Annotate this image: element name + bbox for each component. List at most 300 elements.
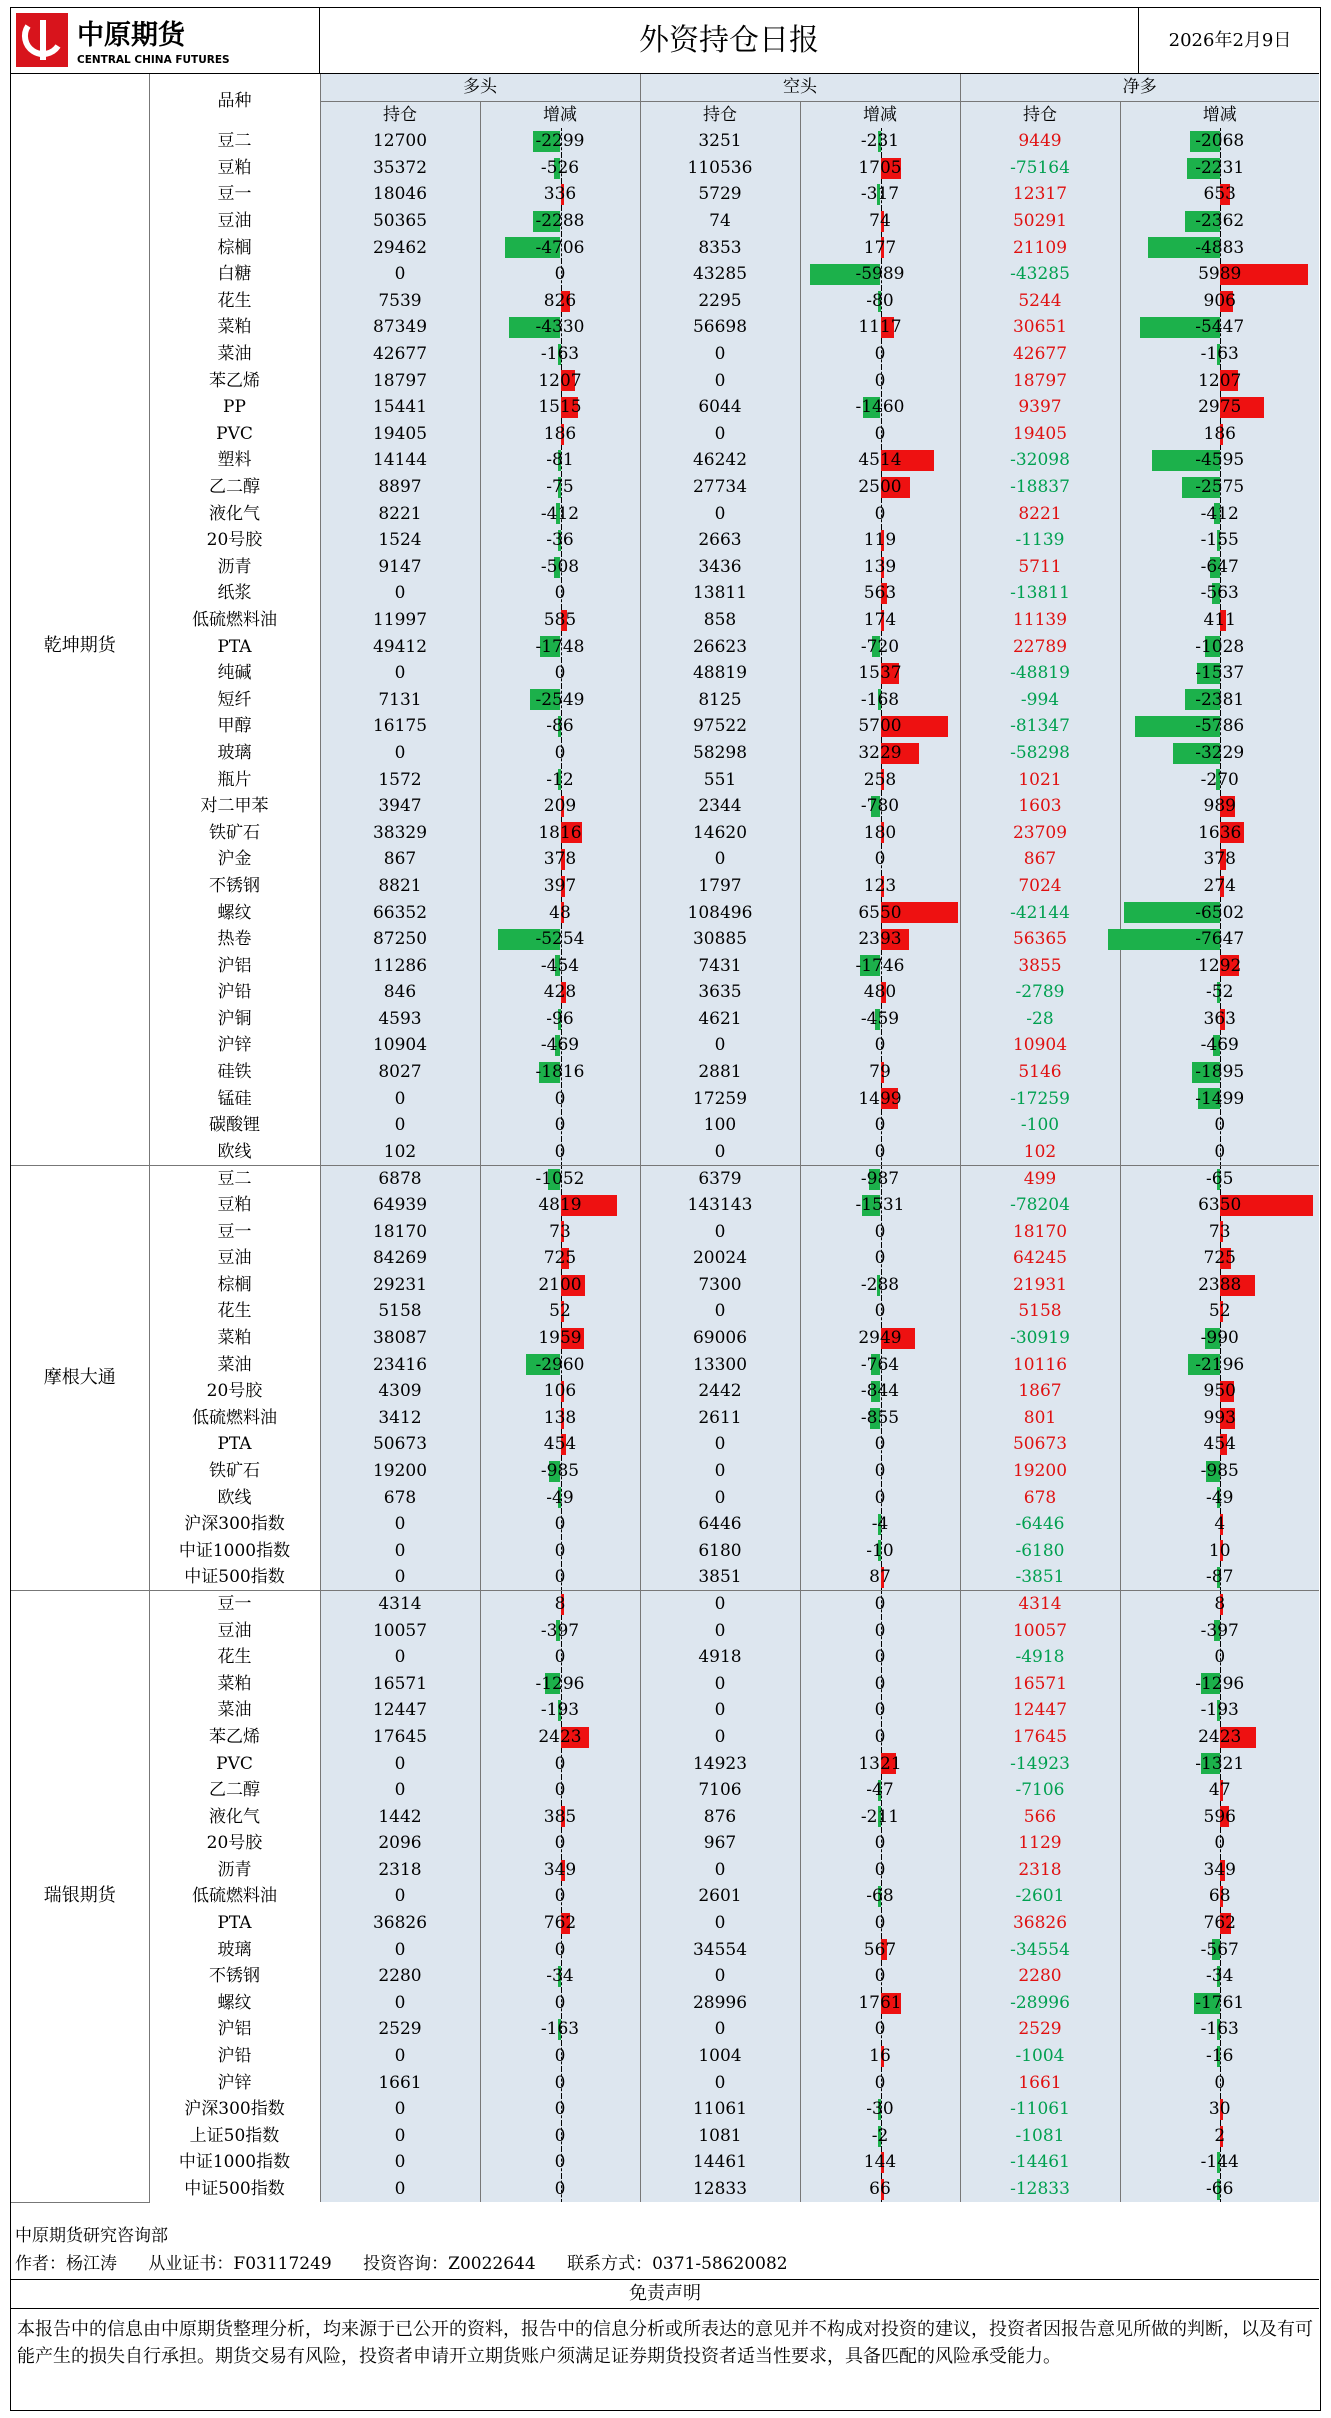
short-change-cell xyxy=(800,2096,960,2123)
net-hold-cell: -75164 xyxy=(960,155,1120,182)
variety-name: 菜粕 xyxy=(149,1670,320,1697)
short-change-cell xyxy=(800,766,960,793)
change-value: 2949 xyxy=(858,1328,902,1349)
long-change-cell xyxy=(480,367,640,394)
variety-name: 硅铁 xyxy=(149,1059,320,1086)
change-value: -193 xyxy=(540,1700,580,1721)
long-change-cell xyxy=(480,288,640,315)
short-change-cell xyxy=(800,979,960,1006)
short-hold-cell: 30885 xyxy=(640,926,800,953)
net-change-cell xyxy=(1120,660,1319,687)
short-hold-cell: 1004 xyxy=(640,2043,800,2070)
table-row xyxy=(11,766,1319,793)
long-hold-cell: 2318 xyxy=(320,1857,480,1884)
change-value: 138 xyxy=(543,1407,577,1428)
change-value: -16 xyxy=(1206,2046,1234,2067)
change-value: 177 xyxy=(863,237,897,258)
long-change-cell xyxy=(480,527,640,554)
net-change-cell xyxy=(1120,1218,1319,1245)
table-row xyxy=(11,633,1319,660)
long-change-cell xyxy=(480,1192,640,1219)
net-change-cell xyxy=(1120,394,1319,421)
net-change-cell xyxy=(1120,1245,1319,1272)
table-row xyxy=(11,1112,1319,1139)
short-hold-cell: 0 xyxy=(640,1670,800,1697)
short-hold-cell: 551 xyxy=(640,766,800,793)
long-change-header: 增减 xyxy=(480,101,640,128)
change-value: 0 xyxy=(554,2179,566,2200)
long-change-cell xyxy=(480,766,640,793)
net-hold-cell: 3855 xyxy=(960,952,1120,979)
net-change-cell xyxy=(1120,447,1319,474)
variety-name: 沪铜 xyxy=(149,1006,320,1033)
table-row xyxy=(11,1218,1319,1245)
change-value: -469 xyxy=(540,1035,580,1056)
net-change-cell xyxy=(1120,421,1319,448)
short-hold-cell: 0 xyxy=(640,421,800,448)
short-hold-cell: 0 xyxy=(640,1298,800,1325)
long-change-cell xyxy=(480,447,640,474)
net-change-cell xyxy=(1120,740,1319,767)
net-hold-cell: -28996 xyxy=(960,1990,1120,2017)
change-value: 0 xyxy=(554,1992,566,2013)
short-hold-cell: 0 xyxy=(640,1617,800,1644)
table-row xyxy=(11,979,1319,1006)
net-hold-cell: 11139 xyxy=(960,607,1120,634)
table-row xyxy=(11,580,1319,607)
table-row xyxy=(11,1803,1319,1830)
variety-name: 菜油 xyxy=(149,341,320,368)
variety-name: 豆油 xyxy=(149,1245,320,1272)
short-change-cell xyxy=(800,314,960,341)
long-hold-cell: 3412 xyxy=(320,1405,480,1432)
change-value: 2388 xyxy=(1198,1274,1242,1295)
long-change-cell xyxy=(480,1218,640,1245)
long-hold-cell: 0 xyxy=(320,1777,480,1804)
long-change-cell xyxy=(480,1059,640,1086)
net-hold-cell: -14461 xyxy=(960,2149,1120,2176)
change-value: 0 xyxy=(874,1035,886,1056)
variety-name: 中证1000指数 xyxy=(149,1537,320,1564)
net-hold-cell: -34554 xyxy=(960,1936,1120,1963)
variety-name: 液化气 xyxy=(149,1803,320,1830)
long-change-cell xyxy=(480,1298,640,1325)
change-value: -4 xyxy=(871,1514,889,1535)
short-hold-cell: 0 xyxy=(640,1910,800,1937)
net-hold-cell: 1129 xyxy=(960,1830,1120,1857)
change-value: 0 xyxy=(874,1833,886,1854)
change-value: -163 xyxy=(540,344,580,365)
table-row xyxy=(11,421,1319,448)
variety-name: 不锈钢 xyxy=(149,1963,320,1990)
change-value: 0 xyxy=(874,1647,886,1668)
net-change-cell xyxy=(1120,2176,1319,2203)
change-value: 0 xyxy=(554,1647,566,1668)
table-row xyxy=(11,1537,1319,1564)
change-value: 0 xyxy=(554,2072,566,2093)
variety-name: 菜油 xyxy=(149,1351,320,1378)
change-value: -86 xyxy=(546,716,574,737)
variety-name: 花生 xyxy=(149,1644,320,1671)
short-hold-cell: 13811 xyxy=(640,580,800,607)
short-change-cell xyxy=(800,2069,960,2096)
net-hold-cell: -2789 xyxy=(960,979,1120,1006)
variety-name: 低硫燃料油 xyxy=(149,1405,320,1432)
change-value: 762 xyxy=(543,1913,577,1934)
change-value: -508 xyxy=(540,556,580,577)
short-change-cell xyxy=(800,1165,960,1192)
change-value: -855 xyxy=(860,1407,900,1428)
table-row xyxy=(11,1697,1319,1724)
change-value: 0 xyxy=(554,583,566,604)
long-hold-cell: 0 xyxy=(320,1990,480,2017)
change-value: -4883 xyxy=(1195,237,1245,258)
change-value: 762 xyxy=(1203,1913,1236,1934)
change-value: 0 xyxy=(874,1594,886,1615)
short-hold-cell: 6379 xyxy=(640,1165,800,1192)
change-value: -5447 xyxy=(1195,317,1245,338)
table-row xyxy=(11,1857,1319,1884)
long-change-cell xyxy=(480,1431,640,1458)
change-value: -34 xyxy=(1206,1966,1234,1987)
variety-name: 沪锌 xyxy=(149,1032,320,1059)
change-value: 349 xyxy=(1203,1859,1236,1880)
table-row xyxy=(11,2123,1319,2150)
net-hold-cell: -1004 xyxy=(960,2043,1120,2070)
long-change-cell xyxy=(480,1990,640,2017)
long-hold-cell: 867 xyxy=(320,846,480,873)
license-number: 从业证书：F03117249 xyxy=(148,2254,332,2274)
net-change-cell xyxy=(1120,1591,1319,1618)
change-value: -68 xyxy=(866,1886,894,1907)
change-value: 144 xyxy=(863,2152,897,2173)
change-value: 725 xyxy=(1203,1248,1236,1269)
table-row xyxy=(11,1325,1319,1352)
net-hold-cell: -12833 xyxy=(960,2176,1120,2203)
change-value: 1959 xyxy=(538,1328,582,1349)
change-value: 989 xyxy=(1203,796,1236,817)
short-change-cell xyxy=(800,793,960,820)
net-change-cell xyxy=(1120,899,1319,926)
table-row xyxy=(11,1724,1319,1751)
short-hold-cell: 56698 xyxy=(640,314,800,341)
logo-en-text: CENTRAL CHINA FUTURES xyxy=(77,54,230,66)
change-value: -36 xyxy=(546,530,574,551)
net-change-cell xyxy=(1120,1883,1319,1910)
firm-name: 乾坤期货 xyxy=(11,128,149,1165)
net-hold-cell: 8221 xyxy=(960,500,1120,527)
change-value: 1761 xyxy=(858,1992,902,2013)
change-value: -990 xyxy=(1200,1328,1239,1349)
change-value: 4514 xyxy=(858,450,902,471)
net-change-cell xyxy=(1120,1378,1319,1405)
short-hold-cell: 0 xyxy=(640,846,800,873)
long-hold-cell: 0 xyxy=(320,1537,480,1564)
long-change-cell xyxy=(480,1511,640,1538)
table-row xyxy=(11,899,1319,926)
change-value: 0 xyxy=(874,1248,886,1269)
change-value: 0 xyxy=(554,1514,566,1535)
long-change-cell xyxy=(480,1139,640,1166)
table-row xyxy=(11,1564,1319,1591)
net-hold-cell: -1139 xyxy=(960,527,1120,554)
short-change-cell xyxy=(800,1564,960,1591)
table-row xyxy=(11,2176,1319,2203)
change-value: 1207 xyxy=(538,370,582,391)
net-hold-cell: 19405 xyxy=(960,421,1120,448)
change-value: 48 xyxy=(549,902,571,923)
long-change-cell xyxy=(480,633,640,660)
table-row xyxy=(11,234,1319,261)
long-hold-cell: 9147 xyxy=(320,554,480,581)
short-hold-cell: 12833 xyxy=(640,2176,800,2203)
change-value: -720 xyxy=(860,636,900,657)
firm-name: 摩根大通 xyxy=(11,1165,149,1591)
net-hold-cell: -6180 xyxy=(960,1537,1120,1564)
variety-name: 沪锌 xyxy=(149,2069,320,2096)
table-row xyxy=(11,2016,1319,2043)
long-hold-cell: 1442 xyxy=(320,1803,480,1830)
short-change-cell xyxy=(800,421,960,448)
net-hold-cell: 42677 xyxy=(960,341,1120,368)
net-hold-cell: -43285 xyxy=(960,261,1120,288)
net-hold-cell: 22789 xyxy=(960,633,1120,660)
variety-name: 短纤 xyxy=(149,686,320,713)
change-value: 454 xyxy=(1203,1434,1236,1455)
change-value: -144 xyxy=(1200,2152,1239,2173)
short-hold-cell: 27734 xyxy=(640,474,800,501)
short-change-cell xyxy=(800,1325,960,1352)
variety-name: 苯乙烯 xyxy=(149,1724,320,1751)
net-change-cell xyxy=(1120,1963,1319,1990)
short-hold-cell: 58298 xyxy=(640,740,800,767)
change-value: -563 xyxy=(1200,583,1239,604)
change-value: 1321 xyxy=(858,1753,902,1774)
variety-name: 沥青 xyxy=(149,1857,320,1884)
change-value: 428 xyxy=(543,982,577,1003)
change-value: 0 xyxy=(874,423,886,444)
change-value: -52 xyxy=(1206,982,1234,1003)
table-row xyxy=(11,1591,1319,1618)
long-change-cell xyxy=(480,1963,640,1990)
table-row xyxy=(11,474,1319,501)
change-value: 0 xyxy=(1214,2072,1226,2093)
short-change-cell xyxy=(800,2043,960,2070)
change-value: 0 xyxy=(554,1567,566,1588)
short-hold-cell: 2344 xyxy=(640,793,800,820)
change-value: -412 xyxy=(1200,503,1239,524)
variety-name: 菜油 xyxy=(149,1697,320,1724)
long-change-cell xyxy=(480,341,640,368)
change-value: 0 xyxy=(874,1700,886,1721)
long-hold-cell: 7131 xyxy=(320,686,480,713)
change-value: 993 xyxy=(1203,1407,1236,1428)
short-change-cell xyxy=(800,873,960,900)
net-change-cell xyxy=(1120,1059,1319,1086)
net-hold-cell: -2601 xyxy=(960,1883,1120,1910)
long-change-cell xyxy=(480,846,640,873)
net-change-cell xyxy=(1120,1750,1319,1777)
net-change-cell xyxy=(1120,500,1319,527)
change-value: 0 xyxy=(874,2019,886,2040)
short-change-cell xyxy=(800,1032,960,1059)
long-hold-cell: 29231 xyxy=(320,1272,480,1299)
change-value: 8 xyxy=(554,1594,566,1615)
change-value: 0 xyxy=(874,503,886,524)
long-hold-cell: 38329 xyxy=(320,819,480,846)
long-hold-cell: 14144 xyxy=(320,447,480,474)
net-change-cell xyxy=(1120,2096,1319,2123)
short-hold-cell: 69006 xyxy=(640,1325,800,1352)
short-change-cell xyxy=(800,580,960,607)
variety-name: 中证500指数 xyxy=(149,2176,320,2203)
table-row xyxy=(11,686,1319,713)
short-hold-cell: 967 xyxy=(640,1830,800,1857)
long-change-cell xyxy=(480,1777,640,1804)
long-hold-cell: 0 xyxy=(320,1644,480,1671)
short-hold-cell: 14620 xyxy=(640,819,800,846)
long-hold-cell: 0 xyxy=(320,1112,480,1139)
short-change-cell xyxy=(800,1245,960,1272)
long-hold-cell: 23416 xyxy=(320,1351,480,1378)
variety-name: 沪铅 xyxy=(149,979,320,1006)
variety-name: 白糖 xyxy=(149,261,320,288)
change-value: -163 xyxy=(1200,344,1239,365)
short-hold-cell: 0 xyxy=(640,1032,800,1059)
short-change-cell xyxy=(800,1537,960,1564)
long-hold-cell: 0 xyxy=(320,2096,480,2123)
long-hold-cell: 35372 xyxy=(320,155,480,182)
short-hold-cell: 4918 xyxy=(640,1644,800,1671)
net-hold-cell: 50673 xyxy=(960,1431,1120,1458)
short-hold-cell: 0 xyxy=(640,2069,800,2096)
short-hold-cell: 2611 xyxy=(640,1405,800,1432)
long-change-cell xyxy=(480,1591,640,1618)
long-change-cell xyxy=(480,1830,640,1857)
long-hold-cell: 8221 xyxy=(320,500,480,527)
variety-name: 低硫燃料油 xyxy=(149,1883,320,1910)
variety-name: 乙二醇 xyxy=(149,474,320,501)
long-change-cell xyxy=(480,2096,640,2123)
variety-name: PP xyxy=(149,394,320,421)
variety-name: 液化气 xyxy=(149,500,320,527)
change-value: -270 xyxy=(1200,769,1239,790)
net-change-cell xyxy=(1120,1830,1319,1857)
net-hold-cell: 9449 xyxy=(960,128,1120,155)
long-hold-cell: 678 xyxy=(320,1484,480,1511)
table-row xyxy=(11,1750,1319,1777)
author-name: 作者：杨江涛 xyxy=(15,2254,117,2274)
net-change-cell xyxy=(1120,1857,1319,1884)
short-change-cell xyxy=(800,1644,960,1671)
net-change-cell xyxy=(1120,1165,1319,1192)
change-value: 0 xyxy=(554,742,566,763)
change-value: 0 xyxy=(554,264,566,285)
short-change-cell xyxy=(800,607,960,634)
long-hold-cell: 19405 xyxy=(320,421,480,448)
net-change-cell xyxy=(1120,181,1319,208)
change-value: 139 xyxy=(863,556,897,577)
short-change-cell xyxy=(800,740,960,767)
net-hold-cell: 5711 xyxy=(960,554,1120,581)
change-value: -6502 xyxy=(1195,902,1245,923)
change-value: 0 xyxy=(1214,1141,1226,1162)
net-hold-cell: 21931 xyxy=(960,1272,1120,1299)
long-hold-cell: 64939 xyxy=(320,1192,480,1219)
net-change-cell xyxy=(1120,341,1319,368)
net-change-cell xyxy=(1120,1644,1319,1671)
change-value: -49 xyxy=(546,1487,574,1508)
table-row xyxy=(11,873,1319,900)
short-change-cell xyxy=(800,1484,960,1511)
change-value: 0 xyxy=(874,1301,886,1322)
short-hold-cell: 34554 xyxy=(640,1936,800,1963)
table-row xyxy=(11,713,1319,740)
change-value: -1537 xyxy=(1195,663,1245,684)
variety-name: 中证1000指数 xyxy=(149,2149,320,2176)
long-change-cell xyxy=(480,2123,640,2150)
long-change-cell xyxy=(480,1112,640,1139)
short-change-cell xyxy=(800,181,960,208)
short-change-cell xyxy=(800,1351,960,1378)
long-hold-cell: 846 xyxy=(320,979,480,1006)
long-change-cell xyxy=(480,261,640,288)
change-value: -75 xyxy=(546,477,574,498)
table-row xyxy=(11,1139,1319,1166)
long-change-cell xyxy=(480,926,640,953)
change-value: -454 xyxy=(540,955,580,976)
long-hold-cell: 0 xyxy=(320,1883,480,1910)
variety-name: 碳酸锂 xyxy=(149,1112,320,1139)
change-value: -2960 xyxy=(535,1354,585,1375)
short-change-cell xyxy=(800,1670,960,1697)
short-change-cell xyxy=(800,926,960,953)
change-value: 2423 xyxy=(538,1726,582,1747)
long-hold-cell: 42677 xyxy=(320,341,480,368)
long-hold-cell: 11286 xyxy=(320,952,480,979)
change-value: 1515 xyxy=(538,397,582,418)
net-change-cell xyxy=(1120,1910,1319,1937)
table-row xyxy=(11,660,1319,687)
change-value: 336 xyxy=(543,184,577,205)
short-change-cell xyxy=(800,846,960,873)
change-value: -2549 xyxy=(535,689,585,710)
table-row xyxy=(11,1883,1319,1910)
change-value: 0 xyxy=(874,1620,886,1641)
net-change-cell xyxy=(1120,1112,1319,1139)
net-change-cell xyxy=(1120,580,1319,607)
table-row xyxy=(11,314,1319,341)
long-hold-cell: 10057 xyxy=(320,1617,480,1644)
long-hold-cell: 8897 xyxy=(320,474,480,501)
long-hold-cell: 0 xyxy=(320,660,480,687)
table-row xyxy=(11,1511,1319,1538)
change-value: 258 xyxy=(863,769,897,790)
short-change-cell xyxy=(800,367,960,394)
net-change-cell xyxy=(1120,1351,1319,1378)
long-hold-cell: 15441 xyxy=(320,394,480,421)
table-row xyxy=(11,1192,1319,1219)
change-value: 0 xyxy=(874,344,886,365)
short-change-cell xyxy=(800,952,960,979)
short-header: 空头 xyxy=(640,74,960,101)
short-change-cell xyxy=(800,2149,960,2176)
change-value: -1296 xyxy=(535,1673,585,1694)
change-value: 66 xyxy=(869,2179,891,2200)
change-value: 397 xyxy=(543,875,577,896)
long-change-cell xyxy=(480,819,640,846)
long-hold-cell: 50365 xyxy=(320,208,480,235)
